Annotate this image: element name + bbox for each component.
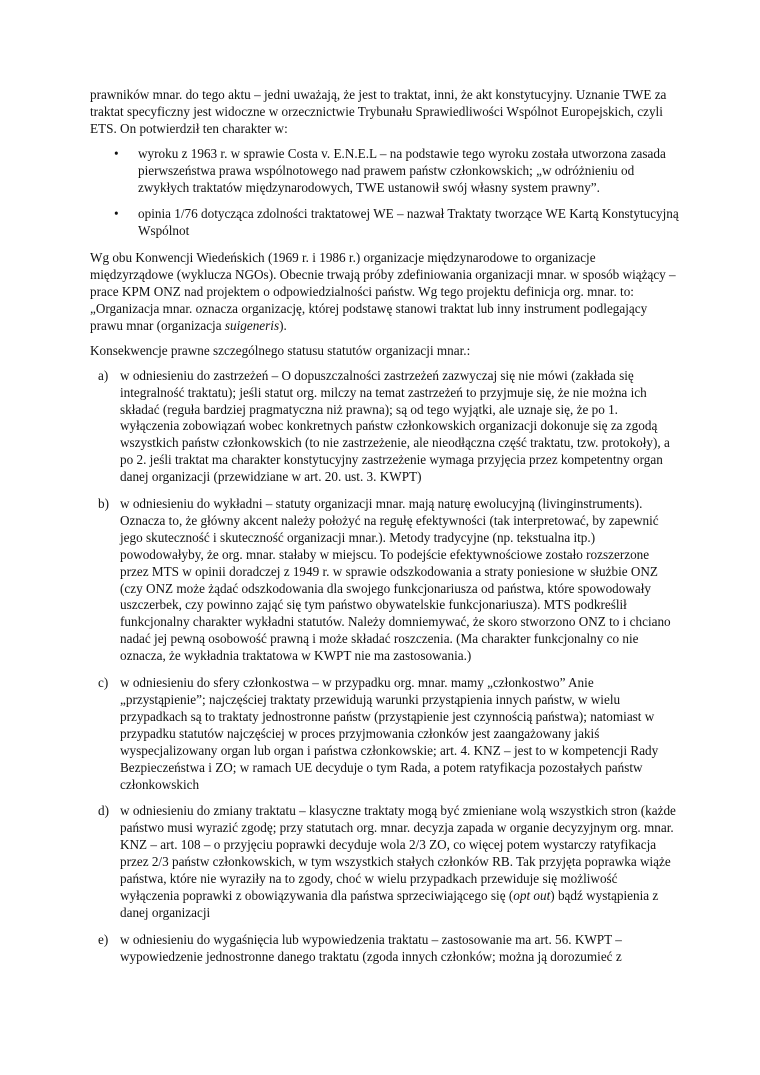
- list-label: b): [98, 496, 109, 512]
- list-label: c): [98, 675, 109, 691]
- list-item: [90, 932, 680, 966]
- ets-rulings-list: [90, 146, 680, 241]
- list-item-text: w odniesieniu do wygaśnięcia lub wypowiedzenia traktatu – zastosowanie ma art. 56. KWPT – wypowiedzenie jednostronne danego traktatu (zgoda innych członków; można ją dorozumieć z: [120, 931, 622, 964]
- vienna-conventions-paragraph: [90, 250, 680, 335]
- list-item: [90, 496, 680, 665]
- list-item-text: [120, 803, 676, 919]
- consequences-heading: Konsekwencje prawne szczególnego statusu statutów organizacji mnar.:: [90, 342, 471, 358]
- list-item: [90, 803, 680, 921]
- paragraph-text: ).: [279, 317, 287, 333]
- list-item-text: w odniesieniu do wykładni – statuty organizacji mnar. mają naturę ewolucyjną (livinginstruments). Oznacza to, że główny akcent należy położyć na regułę efektywności (tak interpretować, by zapewnić jego skuteczność i skuteczność organizacji mnar.). Metody tradycyjne (np. tekstualna itp.) powodowałyby, że org. mnar. stałaby w miejscu. To podejście efektywnościowe zostało rozszerzone przez MTS w opinii doradczej z 1949 r. w sprawie odszkodowania a straty poniesione w służbie ONZ (czy ONZ może żądać odszkodowania dla swojego funkcjonariusza od państwa, które spowodowały uszczerbek, czy powinno zająć się tym państwo obywatelskie funkcjonariusza). MTS podkreślił funkcjonalny charakter wykładni statutów. Należy domniemywać, że skoro stworzono ONZ to i chciano nadać jej pewną osobowość prawną i może składać roszczenia. (Ma charakter funkcjonalny co nie oznacza, że wykładnia traktatowa w KWPT nie ma zastosowania.): [120, 496, 671, 664]
- list-item: [90, 146, 680, 197]
- bullet-icon: •: [114, 145, 119, 161]
- intro-paragraph: prawników mnar. do tego aktu – jedni uważają, że jest to traktat, inni, że akt konstytucyjny. Uznanie TWE za traktat specyficzny jest widoczne w orzecznictwie Trybunału Sprawiedliwości Wspólnot Europejskich, czyli ETS. On potwierdził ten charakter w:: [90, 87, 667, 136]
- list-item-text: wyroku z 1963 r. w sprawie Costa v. E.N.E.L – na podstawie tego wyroku została utworzona zasada pierwszeństwa prawa wspólnotowego nad prawem państw członkowskich; „w odróżnieniu od zwykłych traktatów międzynarodowych, TWE ustanowił swój własny system prawny”.: [138, 145, 666, 195]
- list-item-text: w odniesieniu do sfery członkostwa – w przypadku org. mnar. mamy „członkostwo” Anie „przystąpienie”; najczęściej traktaty przewidują warunki przystąpienia innych państw, w wielu przypadkach są to traktaty jednostronne państw (przystąpienie jest czynnością państwa); natomiast w przypadku statutów najczęściej w proces przyjmowania członków jest zaangażowany jakiś wyspecjalizowany organ lub organ i państwa członkowskie; art. 4. KNZ – jest to w kompetencji Rady Bezpieczeństwa i ZO; w ramach UE decyduje o tym Rada, a potem ratyfikacja pozostałych państw członkowskich: [120, 675, 659, 792]
- list-item-text: w odniesieniu do zastrzeżeń – O dopuszczalności zastrzeżeń zazwyczaj się nie mówi (zakłada się integralność traktatu); jeśli statut org. milczy na temat zastrzeżeń to przyjmuje się, że nie można ich składać (reguła bardziej pragmatyczna niż prawna); są od tego wyjątki, ale uznaje się, że po 1. wyłączenia zobowiązań wobec konkretnych państw członkowskich organizacji dokonuje się za zgodą wszystkich państw członkowskich (to nie zastrzeżenie, ale nieodłączna część traktatu, tzw. protokoły), a po 2. jeśli traktat ma charakter konstytucyjny zastrzeżenie wymaga przyjęcia przez kompetentny organ danej organizacji (przewidziane w art. 20. ust. 3. KWPT): [120, 367, 670, 485]
- document-page: [90, 87, 680, 976]
- list-label: d): [98, 803, 109, 819]
- list-item: [90, 675, 680, 793]
- item-text-part: ) bądź wystąpienia z danej organizacji: [120, 887, 659, 920]
- emphasis-text: suigeneris: [224, 317, 280, 333]
- list-item-text: opinia 1/76 dotycząca zdolności traktatowej WE – nazwał Traktaty tworzące WE Kartą Konstytucyjną Wspólnot: [138, 206, 679, 239]
- list-item: [90, 368, 680, 486]
- list-label: e): [98, 931, 109, 947]
- bullet-icon: •: [114, 206, 119, 222]
- consequences-list: [90, 368, 680, 966]
- list-item: [90, 206, 680, 240]
- paragraph-text: Wg obu Konwencji Wiedeńskich (1969 r. i 1986 r.) organizacje międzynarodowe to organizacje międzyrządowe (wyklucza NGOs). Obecnie trwają próby zdefiniowania organizacji mnar. w sposób wiążący – prace KPM ONZ nad projektem o odpowiedzialności państw. Wg tego projektu definicja org. mnar. to: „Organizacja mnar. oznacza organizację, której podstawę stanowi traktat lub inny instrument podlegający prawu mnar (organizacja: [90, 250, 676, 333]
- item-text-part: w odniesieniu do zmiany traktatu – klasyczne traktaty mogą być zmieniane wolą wszystkich stron (każde państwo musi wyrazić zgodę; przy statutach org. mnar. decyzja zapada w organie decyzyjnym org. mnar. KNZ – art. 108 – o przyjęciu poprawki decyduje wola 2/3 ZO, co więcej potem wystarczy ratyfikacja przez 2/3 państw członkowskich, w tym wszystkich stałych członków RB. Tak przyjęta poprawka wiąże państwa, które nie wyraziły na to zgody, choć w wielu przypadkach przewiduje się możliwość wyłączenia poprawki z obowiązywania dla państwa sprzeciwiającego się (: [120, 803, 676, 903]
- emphasis-text: opt out: [513, 887, 551, 903]
- list-label: a): [98, 367, 109, 383]
